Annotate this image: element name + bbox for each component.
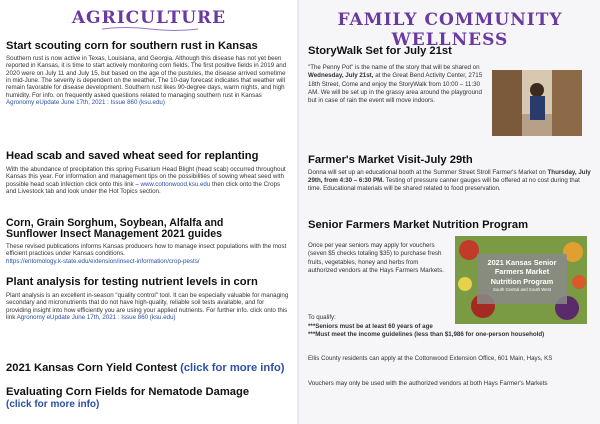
southern-rust-link[interactable]: Agronomy eUpdate June 17th, 2021 : Issue 860 (ksu.edu)	[6, 98, 165, 106]
article-nematode-damage: Evaluating Corn Fields for Nematode Damage (click for more info)	[6, 386, 250, 410]
column-divider	[297, 0, 299, 424]
article-title-plant-analysis: Plant analysis for testing nutrient levels in corn	[6, 276, 258, 288]
farmers-market-title: Farmer's Market Visit-July 29th	[308, 154, 473, 166]
ellis-county-info: Ellis County residents can apply at the Cottonwood Extension Office, 601 Main, Hays, KS	[308, 355, 553, 362]
article-body-insect-management: These revised publications informs Kansas producers how to manage insect populations with the most efficient practices under Kansas conditions. https://entomology.k-state.edu/extension/insect-information/crop-pests/	[6, 243, 287, 265]
senior-program-body: Once per year seniors may apply for vouchers (seven $5 checks totaling $35) to purchase fresh fruits, vegetables, honey and herbs from authorized vendors at the Hays Farmers Markets.	[308, 242, 444, 275]
article-title-head-scab: Head scab and saved wheat seed for replanting	[6, 150, 259, 162]
image-title-line-2: Farmers Market	[494, 267, 550, 277]
voucher-info: Vouchers may only be used with the authorized vendors at both Hays Farmer's Markets	[308, 380, 548, 387]
senior-program-image	[455, 236, 587, 324]
storywalk-body: "The Penny Pot" is the name of the story that will be shared on Wednesday, July 21st, at the Great Bend Activity Center, 2715 18th Street, Come and enjoy the StoryWalk from 10:00 – 11:30 AM. We will be set up in the grassy area around the playground but in case of rain the event will move indoors.	[308, 64, 483, 105]
storywalk-title: StoryWalk Set for July 21st	[308, 45, 452, 57]
image-title-line-3: Nutrition Program	[490, 276, 554, 286]
cottonwood-link[interactable]: www.cottonwood.ksu.edu	[140, 180, 211, 188]
article-corn-yield-contest: 2021 Kansas Corn Yield Contest (click for more info)	[6, 362, 285, 374]
banner-underline-decoration	[100, 26, 200, 32]
entomology-link[interactable]: https://entomology.k-state.edu/extension/insect-information/crop-pests/	[6, 257, 200, 265]
article-body-head-scab: With the abundance of precipitation this spring Fusarium Head Blight (head scab) occurred throughout Kansas this year. For information and management tips on the possibilities of sowing wheat seed with possible head scab infection click onto this link – www.cottonwood.ksu.edu then click onto the Crops and Livestock tab and look under the Hot Topics section.	[6, 166, 286, 195]
farmers-market-body: Donna will set up an educational booth at the Summer Street Stroll Farmer's Market on Thursday, July 29th, from 4:30 – 6:30 PM. Testing of pressure canner gauges will be offered at no cost during that time. Educational materials will be shared related to food preservation.	[308, 169, 591, 193]
plant-analysis-link[interactable]: Agronomy eUpdate June 17th, 2021 : Issue 860 (ksu.edu)	[16, 313, 176, 321]
article-body-southern-rust: Southern rust is now active in Texas, Louisiana, and Georgia. Although this disease has not yet been reported in Kansas, it is time to start actively monitoring corn fields. The first positive fields in 2019 and 2020 were on July 11 and July 15, but based on the age of the pustules, the disease arrived sometime in mid-June. The severity is dependent on the weather. The 10-day forecast indicates that weather will remain favorable for disease development. Southern rust likes 90-degree days, warm nights, and high humidity. For info. on frequently asked questions related to managing southern rust in Kansas Agronomy eUpdate June 17th, 2021 : Issue 860 (ksu.edu)	[6, 55, 287, 106]
qualify-label: To qualify:	[308, 314, 336, 321]
article-title-southern-rust: Start scouting corn for southern rust in Kansas	[6, 40, 258, 52]
senior-program-title: Senior Farmers Market Nutrition Program	[308, 219, 529, 231]
corn-yield-contest-link[interactable]: (click for more info)	[180, 362, 285, 374]
requirement-age: ***Seniors must be at least 60 years of age	[308, 323, 433, 330]
wellness-banner: FAMILY COMMUNITY WELLNESS	[337, 10, 563, 50]
requirement-income: ***Must meet the income guidelines (less than $1,986 for one-person household)	[308, 331, 545, 338]
article-title-insect-management: Corn, Grain Sorghum, Soybean, Alfalfa and Sunflower Insect Management 2021 guides	[6, 217, 224, 241]
image-title-line-1: 2021 Kansas Senior	[487, 258, 557, 267]
storywalk-photo	[492, 70, 582, 136]
article-body-plant-analysis: Plant analysis is an excellent in-season "quality control" tool. It can be especially valuable for managing secondary and micronutrients that do not have high-quality, reliable soil tests available, and for providing insight into how efficiently you are using your applied nutrients. For further info. click onto this link Agronomy eUpdate June 17th, 2021 : Issue 860 (ksu.edu)	[6, 292, 289, 321]
nematode-link[interactable]: (click for more info)	[6, 398, 100, 410]
agriculture-banner: AGRICULTURE	[71, 8, 227, 28]
image-subtitle: South Central and South West	[493, 287, 551, 293]
